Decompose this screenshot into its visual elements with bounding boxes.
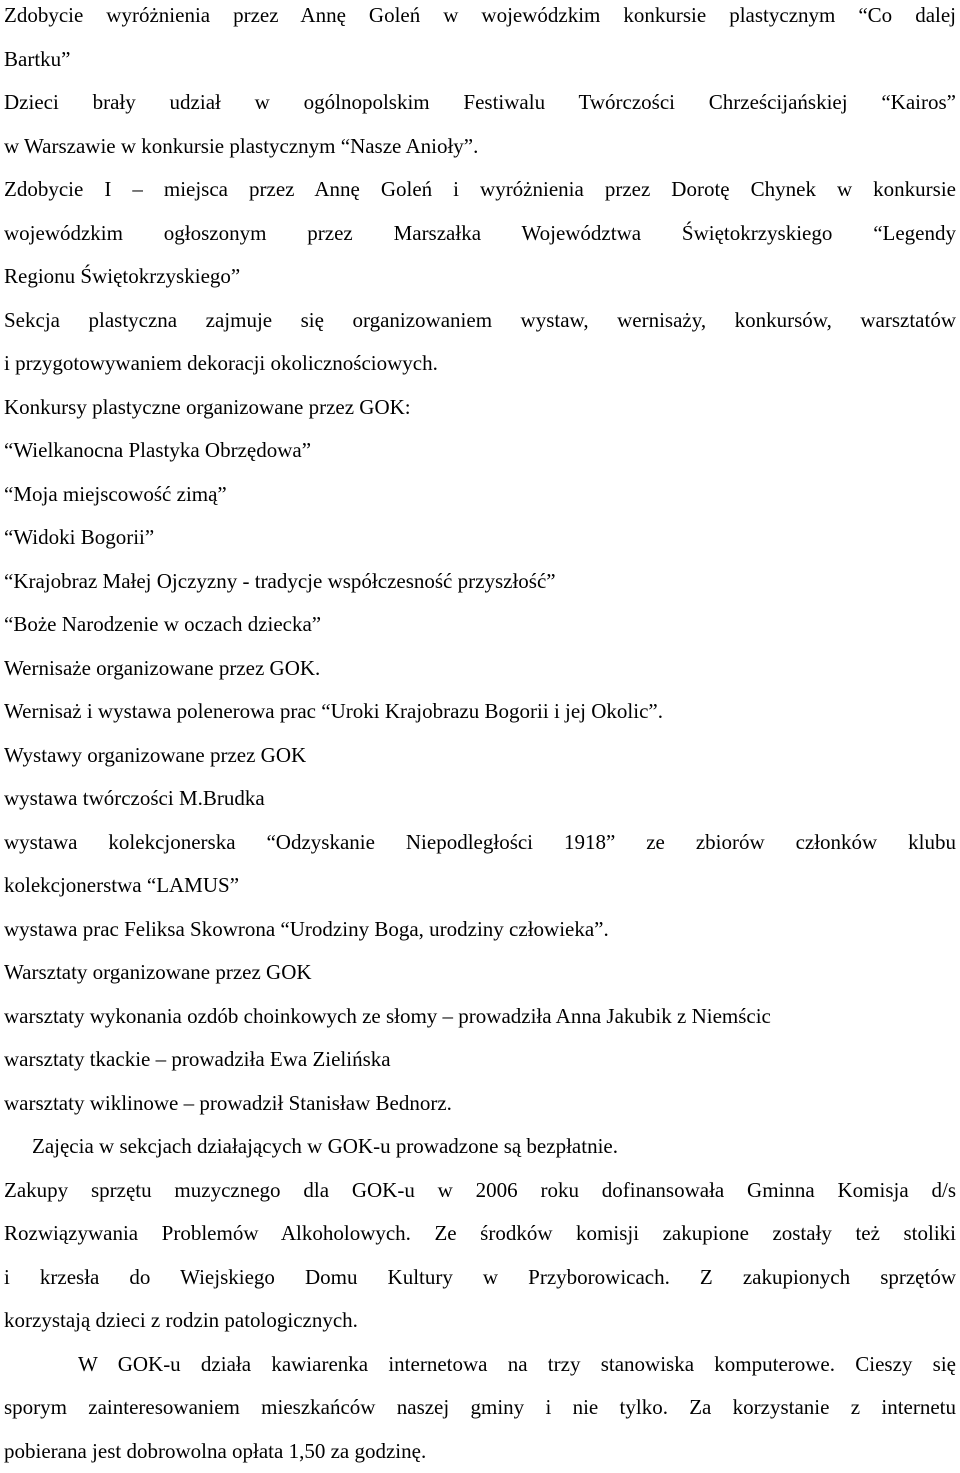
list-item-contest: “Krajobraz Małej Ojczyzny - tradycje współczesność przyszłość” bbox=[4, 560, 956, 604]
text-line: wojewódzkim ogłoszonym przez Marszałka Województwa Świętokrzyskiego “Legendy bbox=[4, 221, 956, 245]
heading-exhibitions: Wystawy organizowane przez GOK bbox=[4, 734, 956, 778]
list-item-workshop: warsztaty tkackie – prowadziła Ewa Zielińska bbox=[4, 1038, 956, 1082]
paragraph-art-section-cont bbox=[4, 342, 956, 386]
text-line: i przygotowywaniem dekoracji okolicznościowych. bbox=[4, 351, 438, 375]
paragraph-free-classes: Zajęcia w sekcjach działających w GOK-u prowadzone są bezpłatnie. bbox=[4, 1125, 956, 1169]
list-item-workshop: warsztaty wiklinowe – prowadził Stanisław Bednorz. bbox=[4, 1082, 956, 1126]
text-line: Dzieci brały udział w ogólnopolskim Festiwalu Twórczości Chrześcijańskiej “Kairos” bbox=[4, 90, 956, 114]
list-item-contest: “Moja miejscowość zimą” bbox=[4, 473, 956, 517]
paragraph-award-anna-golen-cont bbox=[4, 38, 956, 82]
paragraph-internet-cafe bbox=[4, 1343, 956, 1387]
list-item-exhibition: wystawa twórczości M.Brudka bbox=[4, 777, 956, 821]
list-item-contest: “Widoki Bogorii” bbox=[4, 516, 956, 560]
text-line: Bartku” bbox=[4, 47, 70, 71]
paragraph-regional-legends-contest-cont bbox=[4, 212, 956, 256]
text-line: Regionu Świętokrzyskiego” bbox=[4, 264, 240, 288]
text-line: i krzesła do Wiejskiego Domu Kultury w Przyborowicach. Z zakupionych sprzętów bbox=[4, 1265, 956, 1289]
paragraph-internet-cafe-end bbox=[4, 1430, 956, 1473]
paragraph-festival-kairos bbox=[4, 81, 956, 125]
paragraph-internet-cafe-cont bbox=[4, 1386, 956, 1430]
text-line: Zakupy sprzętu muzycznego dla GOK-u w 2006 roku dofinansowała Gminna Komisja d/s bbox=[4, 1178, 956, 1202]
paragraph-regional-legends-contest-end bbox=[4, 255, 956, 299]
text-line: korzystają dzieci z rodzin patologicznych. bbox=[4, 1308, 358, 1332]
text-line: sporym zainteresowaniem mieszkańców naszej gminy i nie tylko. Za korzystanie z internetu bbox=[4, 1395, 956, 1419]
list-item-exhibition-collectors bbox=[4, 821, 956, 865]
list-item-contest: “Wielkanocna Plastyka Obrzędowa” bbox=[4, 429, 956, 473]
text-line: w Warszawie w konkursie plastycznym “Nasze Anioły”. bbox=[4, 134, 478, 158]
list-item-workshop: warsztaty wykonania ozdób choinkowych ze słomy – prowadziła Anna Jakubik z Niemścic bbox=[4, 995, 956, 1039]
text-line: wystawa kolekcjonerska “Odzyskanie Niepodległości 1918” ze zbiorów członków klubu bbox=[4, 830, 956, 854]
paragraph-equipment-funding-cont bbox=[4, 1212, 956, 1256]
paragraph-festival-kairos-cont bbox=[4, 125, 956, 169]
paragraph-regional-legends-contest bbox=[4, 168, 956, 212]
paragraph-vernissage-exhibition: Wernisaż i wystawa polenerowa prac “Uroki Krajobrazu Bogorii i jej Okolic”. bbox=[4, 690, 956, 734]
paragraph-equipment-funding-end bbox=[4, 1299, 956, 1343]
text-line: pobierana jest dobrowolna opłata 1,50 za godzinę. bbox=[4, 1439, 426, 1463]
paragraph-equipment-funding-cont bbox=[4, 1256, 956, 1300]
list-item-contest: “Boże Narodzenie w oczach dziecka” bbox=[4, 603, 956, 647]
list-item-exhibition: wystawa prac Feliksa Skowrona “Urodziny Boga, urodziny człowieka”. bbox=[4, 908, 956, 952]
text-line: kolekcjonerstwa “LAMUS” bbox=[4, 873, 239, 897]
heading-art-contests: Konkursy plastyczne organizowane przez GOK: bbox=[4, 386, 956, 430]
paragraph-equipment-funding bbox=[4, 1169, 956, 1213]
text-line: Rozwiązywania Problemów Alkoholowych. Ze środków komisji zakupione zostały też stoliki bbox=[4, 1221, 956, 1245]
paragraph-art-section bbox=[4, 299, 956, 343]
list-item-exhibition-collectors-cont bbox=[4, 864, 956, 908]
text-line: Sekcja plastyczna zajmuje się organizowaniem wystaw, wernisaży, konkursów, warsztatów bbox=[4, 308, 956, 332]
text-line: W GOK-u działa kawiarenka internetowa na trzy stanowiska komputerowe. Cieszy się bbox=[78, 1352, 956, 1376]
text-line: Zdobycie I – miejsca przez Annę Goleń i wyróżnienia przez Dorotę Chynek w konkursie bbox=[4, 177, 956, 201]
heading-workshops: Warsztaty organizowane przez GOK bbox=[4, 951, 956, 995]
text-line: Zdobycie wyróżnienia przez Annę Goleń w wojewódzkim konkursie plastycznym “Co dalej bbox=[4, 3, 956, 27]
heading-vernissages: Wernisaże organizowane przez GOK. bbox=[4, 647, 956, 691]
paragraph-award-anna-golen bbox=[4, 0, 956, 38]
